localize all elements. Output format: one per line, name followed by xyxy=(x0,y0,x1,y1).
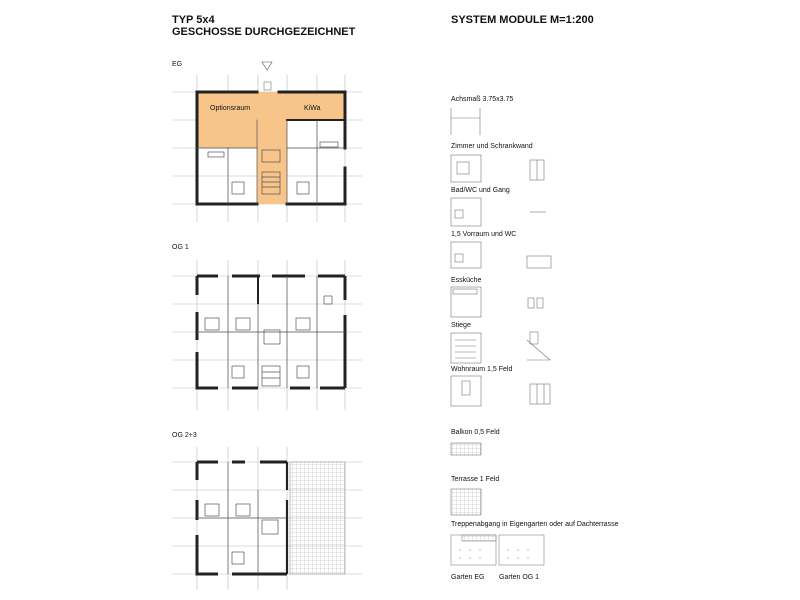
terrasse-module xyxy=(451,489,481,515)
floor-label-eg: EG xyxy=(172,61,183,68)
module-label-terrasse: Terrasse 1 Feld xyxy=(451,476,500,483)
module-label-garten-eg: Garten EG xyxy=(451,574,485,581)
plan-eg xyxy=(172,62,362,222)
module-label-bad: Bad/WC und Gang xyxy=(451,187,510,194)
roof-terrace-hatch xyxy=(290,462,345,574)
type-title: TYP 5x4 xyxy=(172,14,215,26)
treppenabgang-module xyxy=(451,535,544,565)
module-label-vorraum: 1,5 Vorraum und WC xyxy=(451,231,517,238)
module-label-balkon: Balkon 0,5 Feld xyxy=(451,429,500,436)
system-title: SYSTEM MODULE M=1:200 xyxy=(451,14,594,26)
module-label-zimmer: Zimmer und Schrankwand xyxy=(451,143,533,150)
module-label-garten-og1: Garten OG 1 xyxy=(499,574,540,581)
floor-label-og1: OG 1 xyxy=(172,244,189,251)
room-label-optionsraum: Optionsraum xyxy=(210,105,251,112)
type-subtitle: GESCHOSSE DURCHGEZEICHNET xyxy=(172,26,356,38)
interior-og1 xyxy=(197,276,345,388)
plan-og23 xyxy=(172,447,362,590)
module-icons xyxy=(451,108,551,406)
module-label-treppenabgang: Treppenabgang in Eigengarten oder auf Dachterrasse xyxy=(451,521,619,528)
room-label-kiwa: KiWa xyxy=(304,105,321,112)
plan-og1 xyxy=(172,260,362,410)
module-label-wohnraum: Wohnraum 1,5 Feld xyxy=(451,366,513,373)
module-label-achsmass: Achsmaß 3.75x3.75 xyxy=(451,96,514,103)
module-label-stiege: Stiege xyxy=(451,322,471,329)
balkon-module xyxy=(451,443,481,455)
interior-og23 xyxy=(197,462,287,574)
floor-label-og23: OG 2+3 xyxy=(172,432,197,439)
module-label-kueche: Essküche xyxy=(451,277,482,284)
